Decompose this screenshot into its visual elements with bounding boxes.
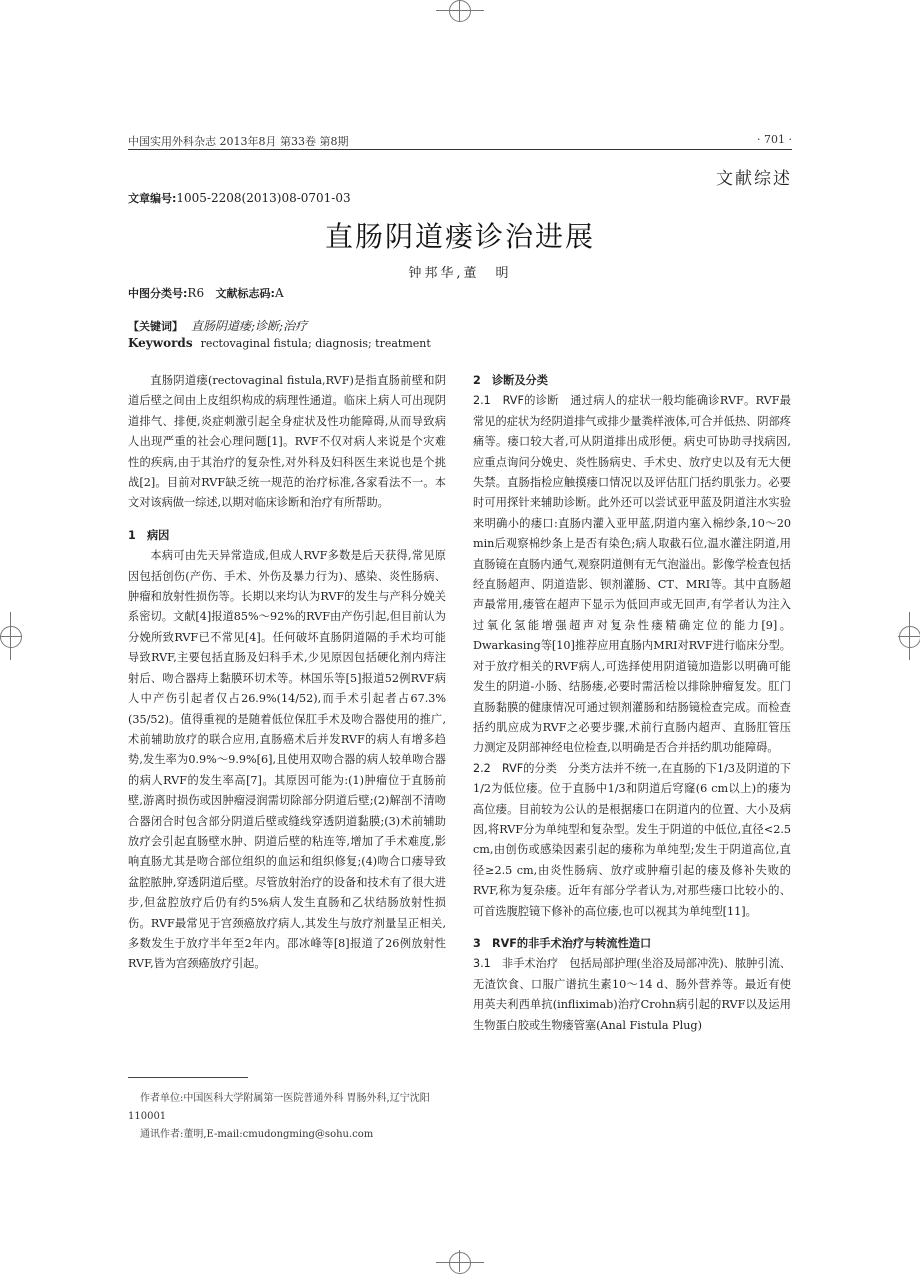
author-affiliation: 作者单位:中国医科大学附属第一医院普通外科 胃肠外科,辽宁沈阳110001 (128, 1093, 430, 1122)
article-number-label: 文章编号: (128, 192, 177, 205)
keywords-cn-value: 直肠阴道瘘;诊断;治疗 (191, 319, 308, 333)
clc-label: 中图分类号: (128, 287, 188, 300)
section-2-heading: 2 诊断及分类 (473, 374, 548, 387)
running-header (128, 133, 792, 150)
footnote-divider (128, 1077, 248, 1078)
section-1-heading: 1 病因 (128, 528, 170, 542)
section-2-1-paragraph (473, 391, 791, 758)
right-column (473, 371, 791, 1036)
keywords-english (128, 336, 431, 350)
section-3-1-paragraph (473, 954, 791, 1036)
footnote (128, 1090, 446, 1144)
section-label: 文献综述 (716, 169, 792, 189)
page-number: · 701 · (757, 133, 792, 146)
keywords-cn-label: 【关键词】 (128, 320, 183, 333)
doc-code-label: 文献标志码: (215, 287, 275, 300)
authors: 钟邦华,董 明 (408, 266, 512, 281)
intro-paragraph: 直肠阴道瘘(rectovaginal fistula,RVF)是指直肠前壁和阴道后壁之间由上皮组织构成的病理性通道。临床上病人可出现阴道排气、排便,炎症刺激引起全身症状及性功能障碍,从而导致病人出现严重的社会心理问题[1]。RVF不仅对病人来说是个灾难性的疾病,由于其治疗的复杂性,对外科及妇科医生来说也是个挑战[2]。目前对RVF缺乏统一规范的治疗标准,各家看法不一。本文对该病做一综述,以期对临床诊断和治疗有所帮助。 (128, 374, 446, 510)
clc-value: R6 (187, 286, 205, 300)
article-number-value: 1005-2208(2013)08-0701-03 (176, 191, 351, 205)
keywords-en-value: rectovaginal fistula; diagnosis; treatment (200, 337, 431, 350)
keywords-en-label: Keywords (128, 336, 193, 350)
section-2-1-title: 2.1 RVF的诊断 (473, 394, 559, 408)
section-2-2-text: 分类方法并不统一,在直肠的下1/3及阴道的下1/2为低位瘘。位于直肠中1/3和阴道后穹窿(6 cm以上)的瘘为高位瘘。目前较为公认的是根据瘘口在阴道内的位置、大小及病因,将RVF分为单纯型和复杂型。发生于阴道的中低位,直径<2.5 cm,由创伤或感染因素引起的瘘称为单纯型;发生于阴道高位,直径≥2.5 cm,由炎性肠病、放疗或肿瘤引起的瘘及修补失败的RVF,称为复杂瘘。近年有部分学者认为,对那些瘘口比较小的、可首选腹腔镜下修补的高位瘘,也可以视其为单纯型[11]。 (473, 761, 791, 918)
classification-line (128, 285, 284, 301)
section-3-1-text: 包括局部护理(坐浴及局部冲洗)、脓肿引流、无渣饮食、口服广谱抗生素10～14 d、肠外营养等。最近有使用英夫利西单抗(infliximab)治疗Crohn病引起的RVF以及运用生物蛋白胶或生物瘘管塞(Anal Fistula Plug) (473, 957, 791, 1032)
doc-code-value: A (274, 286, 284, 300)
article-title: 直肠阴道瘘诊治进展 (324, 220, 595, 253)
section-2-2-title: 2.2 RVF的分类 (473, 761, 557, 775)
section-3-heading: 3 RVF的非手术治疗与转流性造口 (473, 936, 652, 950)
section-2-1-text: 通过病人的症状一般均能确诊RVF。RVF最常见的症状为经阴道排气或排少量粪样液体,可合并低热、阴部疼痛等。瘘口较大者,可从阴道排出成形便。病史可协助寻找病因,应重点询问分娩史、炎性肠病史、手术史、放疗史以及有无大便失禁。直肠指检应触摸瘘口情况以及评估肛门括约肌张力。必要时可用探针来辅助诊断。此外还可以尝试亚甲蓝及阴道注水实验来明确小的瘘口:直肠内灌入亚甲蓝,阴道内塞入棉纱条,10～20 min后观察棉纱条上是否有染色;病人取截石位,温水灌注阴道,用直肠镜在直肠内通气,观察阴道侧有无气泡溢出。影像学检查包括经直肠超声、阴道造影、钡剂灌肠、CT、MRI等。其中直肠超声最常用,瘘管在超声下显示为低回声或无回声,有学者认为注入过氧化氢能增强超声对复杂性瘘精确定位的能力[9]。Dwarkasing等[10]推荐应用直肠内MRI对RVF进行临床分型。对于放疗相关的RVF病人,可选择使用阴道镜加造影以明确可能发生的阴道-小肠、结肠瘘,必要时需活检以排除肿瘤复发。肛门直肠黏膜的健康情况可通过钡剂灌肠和结肠镜检查完成。而检查括约肌应成为RVF之必要步骤,术前行直肠内超声、直肠肛管压力测定及阴部神经电位检查,以明确是否合并括约肌功能障碍。 (473, 394, 791, 755)
journal-info: 中国实用外科杂志 2013年8月 第33卷 第8期 (128, 135, 349, 148)
section-1-paragraph: 本病可由先天异常造成,但成人RVF多数是后天获得,常见原因包括创伤(产伤、手术、外伤及暴力行为)、感染、炎性肠病、肿瘤和放射性损伤等。长期以来均认为RVF的发生与产科分娩关系密切。文献[4]报道85%～92%的RVF由产伤引起,但目前认为分娩所致RVF已不常见[4]。任何破坏直肠阴道隔的手术均可能导致RVF,主要包括直肠及妇科手术,少见原因包括硬化剂内痔注射后、吻合器痔上黏膜环切术等。林国乐等[5]报道52例RVF病人中产伤引起者仅占26.9%(14/52),而手术引起者占67.3%(35/52)。值得重视的是随着低位保肛手术及吻合器使用的推广,术前辅助放疗的联合应用,直肠癌术后并发RVF的病人有增多趋势,发生率为0.9%～9.9%[6],且使用双吻合器的病人较单吻合器的病人RVF的发生率高[7]。其原因可能为:(1)肿瘤位于直肠前壁,游离时损伤或因肿瘤浸润需切除部分阴道后壁;(2)解剖不清吻合器闭合时包含部分阴道后壁或缝线穿透阴道黏膜;(3)术前辅助放疗会引起直肠壁水肿、阴道后壁的粘连等,增加了手术难度,影响直肠尤其是吻合部位组织的血运和组织修复;(4)吻合口瘘导致盆腔脓肿,穿透阴道后壁。尽管放射治疗的设备和技术有了很大进步,但盆腔放疗后仍有约5%病人发生直肠和乙状结肠放射性损伤。RVF最常见于宫颈癌放疗病人,其发生与放疗剂量呈正相关,多数发生于放疗半年至2年内。邵冰峰等[8]报道了26例放射性RVF,皆为宫颈癌放疗引起。 (128, 549, 446, 971)
keywords-chinese (128, 317, 307, 334)
left-column (128, 371, 446, 975)
corresponding-author: 通讯作者:董明,E-mail:cmudongming@sohu.com (140, 1129, 374, 1140)
section-3-1-title: 3.1 非手术治疗 (473, 957, 559, 971)
section-2-2-paragraph (473, 759, 791, 922)
article-number (128, 190, 351, 206)
